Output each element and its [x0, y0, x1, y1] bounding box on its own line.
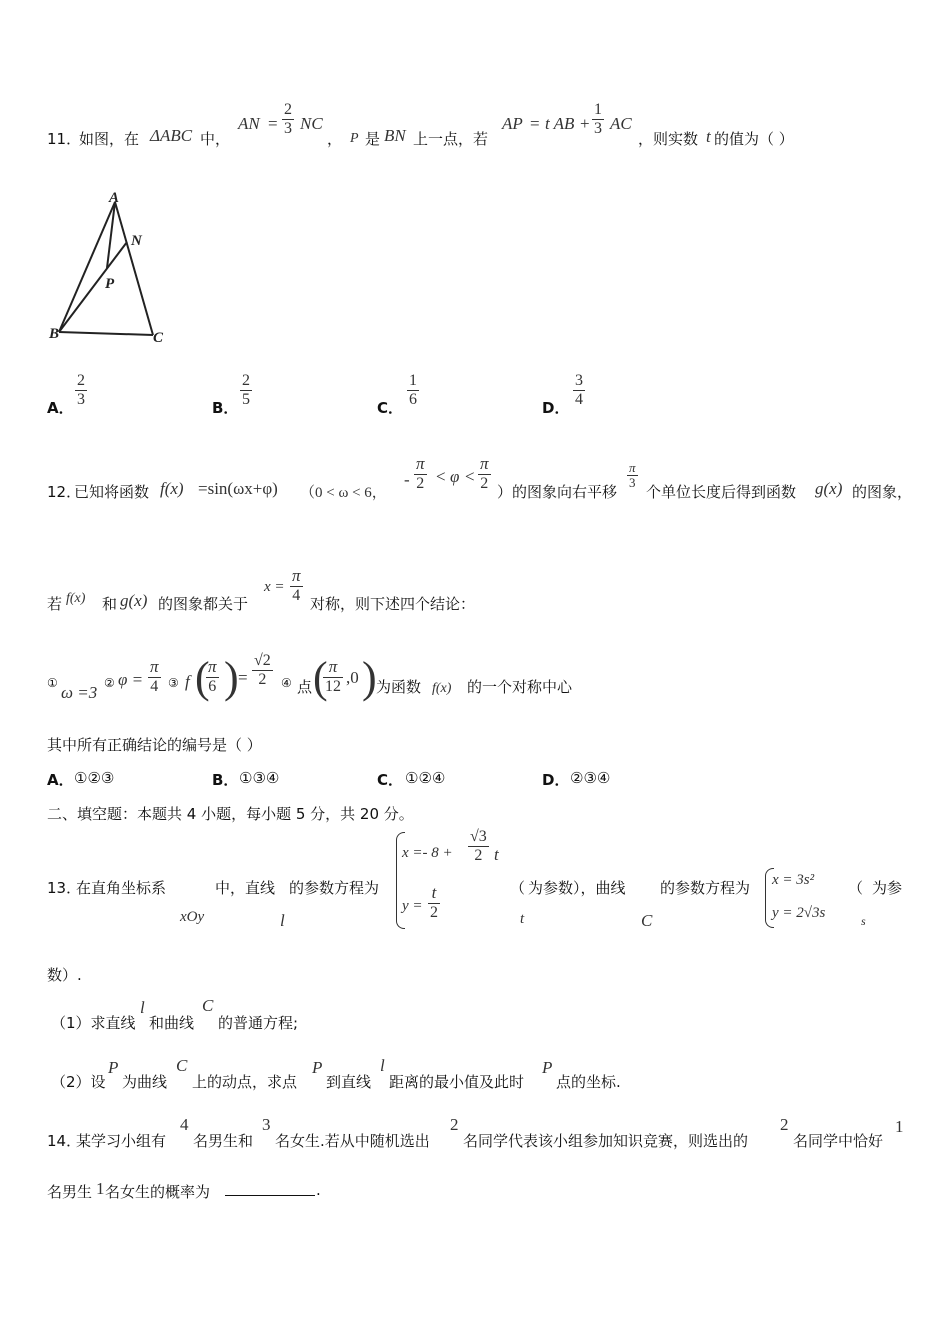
- q12-frac-pi-2a: [414, 455, 427, 492]
- q14-text-2: 名男生和: [193, 1132, 254, 1150]
- q14-text-7: 名女生的概率为: [105, 1183, 211, 1201]
- q12-line2-c: 的图象都关于: [158, 595, 249, 613]
- q11-text-4: 上一点，若: [413, 130, 489, 148]
- q13-p2-a: （2）设: [51, 1073, 106, 1091]
- q12-c1-mark: ①: [47, 676, 58, 690]
- q11-option-b: [240, 372, 252, 408]
- q12-option-b-label: B．: [212, 771, 239, 789]
- q12-cond1: （0 < ω < 6，: [300, 485, 387, 501]
- q12-c4-rparen: ): [362, 653, 377, 702]
- q13-frac-t-2: [428, 884, 440, 921]
- q13-two-a: 2: [468, 846, 489, 865]
- q12-pi-d: π: [292, 566, 301, 585]
- q11-option-a: [75, 372, 87, 408]
- q13-p1-d: 的普通方程;: [218, 1014, 299, 1032]
- q13-cy: y = 2√3s: [772, 905, 826, 921]
- q11-option-b-den: 5: [242, 390, 250, 408]
- q13-p1-l: l: [140, 998, 145, 1017]
- q13-text-8: 为参: [872, 879, 903, 897]
- q11-comma: ，: [327, 130, 343, 148]
- q14-n1b: 1: [96, 1179, 105, 1198]
- q12-four-b: 4: [148, 677, 161, 696]
- q13-l: l: [280, 911, 285, 930]
- q12-fx: f(x): [160, 479, 184, 498]
- q11-text-2: 中，: [200, 130, 231, 148]
- q14-n3: 3: [262, 1115, 271, 1134]
- q11-text-1: 如图，在: [79, 130, 140, 148]
- q11-frac-1-3: [592, 101, 604, 137]
- q13-t-a: t: [494, 845, 499, 864]
- q13-p2-P3: P: [542, 1058, 553, 1077]
- q12-c3-eq: =: [238, 668, 248, 687]
- q13-s: s: [861, 914, 866, 928]
- q11-option-d: [573, 372, 585, 408]
- q14-n1a: 1: [895, 1117, 904, 1136]
- q11-option-c-den: 6: [409, 390, 417, 408]
- q13-x-eq: x =- 8 +: [402, 845, 453, 861]
- q13-text-4: （: [510, 879, 526, 897]
- q12-c4-b: 为函数: [376, 678, 422, 696]
- q11-option-d-label: D．: [542, 399, 570, 417]
- q12-c4-lparen: (: [313, 653, 328, 702]
- q11-p: P: [350, 131, 359, 146]
- q13-text-1: 在直角坐标系: [76, 879, 167, 897]
- q13-text-3: 的参数方程为: [289, 879, 380, 897]
- q13-p1-c: C: [202, 996, 214, 1015]
- q11-option-c-num: 1: [409, 372, 417, 389]
- q12-frac-pi-12: [323, 658, 343, 695]
- q12-option-b: ①③④: [239, 769, 280, 787]
- q11-eq1: =: [268, 114, 278, 133]
- q11-option-b-num: 2: [242, 372, 250, 389]
- q13-text-9: 数）.: [47, 966, 82, 984]
- q14-text-8: .: [316, 1181, 321, 1199]
- q13-t-b: t: [520, 911, 525, 927]
- q14-n2b: 2: [780, 1115, 789, 1134]
- q11-bn: BN: [384, 126, 406, 145]
- q11-eq2: =: [530, 114, 540, 133]
- q11-tab: t AB: [545, 114, 575, 133]
- q12-option-a: ①②③: [74, 769, 115, 787]
- q12-ask: 其中所有正确结论的编号是（ ）: [47, 736, 262, 754]
- q12-frac-pi-4b: [148, 658, 161, 695]
- q12-twelve: 12: [325, 677, 341, 695]
- q12-option-d: ②③④: [570, 769, 611, 787]
- q12-gx: g(x): [815, 479, 843, 498]
- q13-p2-b: 为曲线: [122, 1073, 168, 1091]
- q11-text-6: 的值为（ ）: [714, 130, 794, 148]
- q11-frac2-num: 1: [594, 101, 602, 118]
- q11-an: AN: [238, 114, 260, 133]
- q11-option-d-den: 4: [575, 390, 583, 408]
- q13-text-5: 为参数），曲线: [528, 879, 626, 897]
- q12-option-d-label: D．: [542, 771, 570, 789]
- q13-number: 13．: [47, 879, 82, 897]
- q13-sqrt3: √3: [470, 828, 487, 845]
- q13-t-num: t: [431, 883, 437, 902]
- q13-p2-c: 上的动点，求点: [192, 1073, 298, 1091]
- q11-number: 11．: [47, 130, 82, 148]
- q14-number: 14．: [47, 1132, 82, 1150]
- q12-pi-e: π: [150, 657, 159, 676]
- q13-p2-C: C: [176, 1056, 188, 1075]
- q11-frac-2-3: [282, 101, 294, 137]
- q12-frac-sqrt2-2: [252, 652, 273, 688]
- q12-frac-pi-2b: [478, 455, 491, 492]
- q12-xeq: x =: [264, 579, 285, 595]
- q11-text-3: 是: [365, 130, 381, 148]
- q12-two-a: 2: [414, 474, 427, 493]
- q12-pi-b: π: [480, 454, 489, 473]
- q12-c3-mark: ③: [168, 676, 179, 690]
- q12-option-a-label: A．: [47, 771, 74, 789]
- q12-c3-lparen: (: [195, 653, 210, 702]
- q11-option-a-num: 2: [77, 372, 85, 389]
- q11-triangle: ΔABC: [150, 126, 193, 145]
- q11-nc: NC: [300, 114, 323, 133]
- q11-option-d-num: 3: [575, 372, 583, 389]
- q12-line2-d: 对称，则下述四个结论：: [310, 595, 476, 613]
- fig-label-c: C: [153, 330, 164, 346]
- q12-two-b: 2: [478, 474, 491, 493]
- q13-text-2: 中，直线: [215, 879, 276, 897]
- q12-neg: -: [404, 470, 410, 489]
- q14-n4: 4: [180, 1115, 189, 1134]
- q11-t-var: t: [706, 127, 711, 146]
- fig-label-p: P: [105, 276, 115, 292]
- q11-frac1-den: 3: [284, 119, 292, 137]
- q13-xoy: xOy: [180, 909, 205, 925]
- q12-line2-fx: f(x): [66, 591, 86, 606]
- q11-ap: AP: [502, 114, 523, 133]
- q12-four: 4: [290, 586, 303, 605]
- q13-p2-d: 到直线: [326, 1073, 372, 1091]
- q12-c2-mark: ②: [104, 676, 115, 690]
- q13-p2-f: 点的坐标.: [556, 1073, 621, 1091]
- q14-text-5: 名同学中恰好: [793, 1132, 884, 1150]
- q12-zero: ,0: [346, 668, 359, 687]
- q12-text-4: 的图象，: [852, 483, 913, 501]
- q14-n2a: 2: [450, 1115, 459, 1134]
- q12-line2-b: 和: [102, 595, 118, 613]
- q12-frac-pi-6: [206, 658, 219, 695]
- q14-text-1: 某学习小组有: [76, 1132, 167, 1150]
- q12-number: 12．: [47, 483, 82, 501]
- q13-p2-e: 距离的最小值及此时: [389, 1073, 525, 1091]
- fig-label-b: B: [49, 326, 60, 342]
- q13-p2-l: l: [380, 1056, 385, 1075]
- q14-text-4: 名同学代表该小组参加知识竞赛，则选出的: [463, 1132, 749, 1150]
- q12-c3-rparen: ): [224, 653, 239, 702]
- q12-text-2: ）的图象向右平移: [497, 483, 618, 501]
- fig-label-n: N: [131, 233, 142, 249]
- q13-text-6: 的参数方程为: [660, 879, 751, 897]
- q14-answer-blank[interactable]: [225, 1181, 315, 1200]
- q12-text-1: 已知将函数: [74, 483, 150, 501]
- q11-text-5: ，则实数: [638, 130, 699, 148]
- q13-C: C: [641, 911, 653, 930]
- q12-sqrt2: √2: [254, 652, 271, 669]
- q12-c4-c: 的一个对称中心: [467, 678, 573, 696]
- q12-option-c-label: C．: [377, 771, 404, 789]
- q11-ac: AC: [610, 114, 632, 133]
- q12-c4-a: 点: [297, 678, 313, 696]
- q13-p1-a: （1）求直线: [51, 1014, 136, 1032]
- q13-p2-P1: P: [108, 1058, 119, 1077]
- q12-lt2: <: [465, 467, 475, 486]
- q13-p2-P2: P: [312, 1058, 323, 1077]
- q11-plus: +: [580, 114, 590, 133]
- q12-option-c: ①②④: [405, 769, 446, 787]
- q12-pi-f: π: [208, 657, 217, 676]
- q12-c2: φ =: [118, 670, 144, 689]
- q12-frac-pi-4: [290, 567, 303, 604]
- section-2-heading: 二、填空题：本题共 4 小题，每小题 5 分，共 20 分。: [47, 805, 414, 823]
- q11-frac2-den: 3: [594, 119, 602, 137]
- q12-text-3: 个单位长度后得到函数: [646, 483, 797, 501]
- q13-cx: x = 3s²: [772, 872, 815, 888]
- q12-pi-g: π: [328, 657, 338, 676]
- q12-phi: φ: [450, 467, 460, 486]
- q12-eq: =sin(ωx+φ): [198, 479, 278, 498]
- q13-frac-sqrt3-2: [468, 828, 489, 864]
- q12-pi-a: π: [416, 454, 425, 473]
- fig-label-a: A: [109, 190, 120, 206]
- q11-option-a-den: 3: [77, 390, 85, 408]
- q12-c4-mark: ④: [281, 676, 292, 690]
- q12-two-c: 2: [252, 670, 273, 689]
- q11-option-c: [407, 372, 419, 408]
- q11-triangle-figure: [45, 190, 175, 350]
- q12-lt1: <: [436, 467, 446, 486]
- q13-text-7: （: [848, 879, 864, 897]
- q12-line2-gx: g(x): [120, 591, 148, 610]
- q12-c3-f: f: [185, 672, 190, 691]
- q12-frac-pi-3: [627, 461, 638, 491]
- q11-option-c-label: C．: [377, 399, 404, 417]
- q14-text-6: 名男生: [47, 1183, 93, 1201]
- q12-c4-fx: f(x): [432, 681, 452, 696]
- q13-two-b: 2: [430, 903, 438, 921]
- q12-pi-c: π: [629, 460, 636, 475]
- q13-p1-b: 和曲线: [149, 1014, 195, 1032]
- q11-option-b-label: B．: [212, 399, 239, 417]
- q14-text-3: 名女生.若从中随机选出: [275, 1132, 430, 1150]
- q11-option-a-label: A．: [47, 399, 74, 417]
- q12-c1: ω =3: [61, 683, 98, 702]
- q12-line2-a: 若: [47, 595, 63, 613]
- q12-six: 6: [206, 677, 219, 696]
- q11-frac1-num: 2: [284, 101, 292, 118]
- q12-three: 3: [627, 475, 638, 490]
- q13-y-eq: y =: [402, 898, 423, 914]
